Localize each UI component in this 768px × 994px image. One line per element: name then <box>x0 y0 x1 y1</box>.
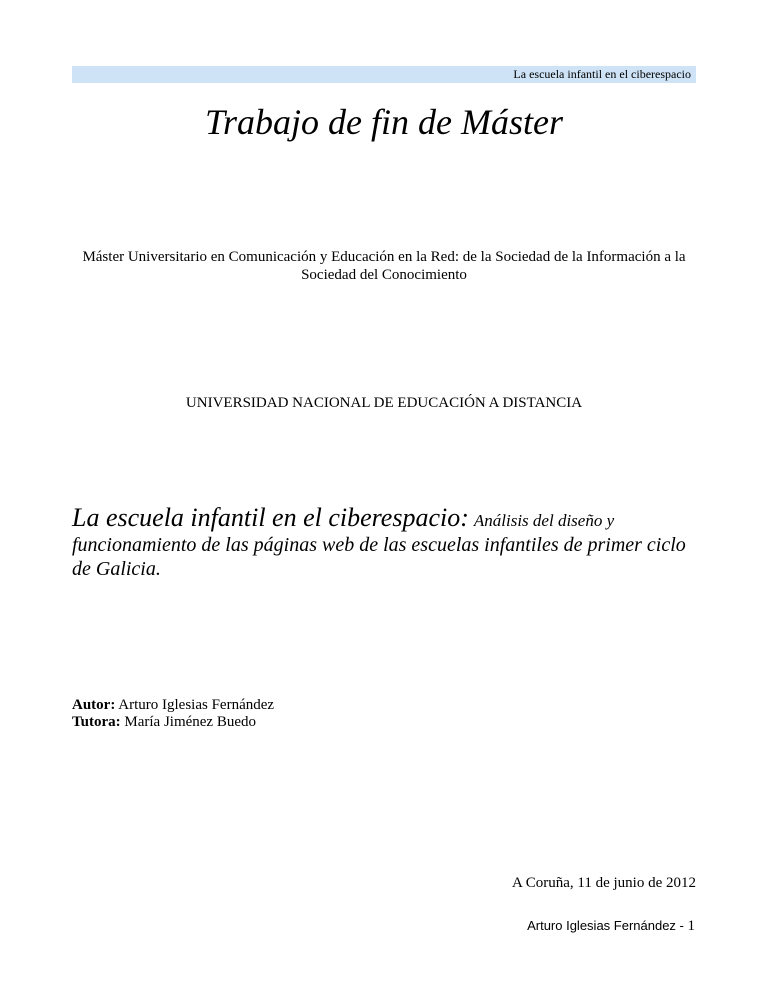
footer-author: Arturo Iglesias Fernández - <box>527 918 684 933</box>
tutor-line <box>72 714 274 731</box>
tutor-name: María Jiménez Buedo <box>124 714 256 730</box>
author-line <box>72 697 274 714</box>
university-name: UNIVERSIDAD NACIONAL DE EDUCACIÓN A DISTANCIA <box>185 395 583 411</box>
thesis-title-subtitle-start: Análisis del diseño y <box>473 511 615 530</box>
document-type-title: Trabajo de fin de Máster <box>205 102 563 142</box>
master-program-name: Máster Universitario en Comunicación y Educación en la Red: de la Sociedad de la Información a la Sociedad del Conocimiento <box>82 249 686 283</box>
page-footer <box>527 917 695 935</box>
tutor-label: Tutora: <box>72 714 121 730</box>
author-label: Autor: <box>72 697 116 713</box>
place-and-date: A Coruña, 11 de junio de 2012 <box>511 875 696 891</box>
authors-block <box>72 697 274 731</box>
page-number: 1 <box>687 918 695 934</box>
running-header <box>72 66 696 83</box>
thesis-title-subtitle-rest: funcionamiento de las páginas web de las escuelas infantiles de primer ciclo de Galicia. <box>72 534 686 580</box>
running-header-title: La escuela infantil en el ciberespacio <box>513 67 691 81</box>
thesis-title-main: La escuela infantil en el ciberespacio: <box>72 503 469 532</box>
thesis-title <box>72 503 696 581</box>
author-name: Arturo Iglesias Fernández <box>118 697 275 713</box>
